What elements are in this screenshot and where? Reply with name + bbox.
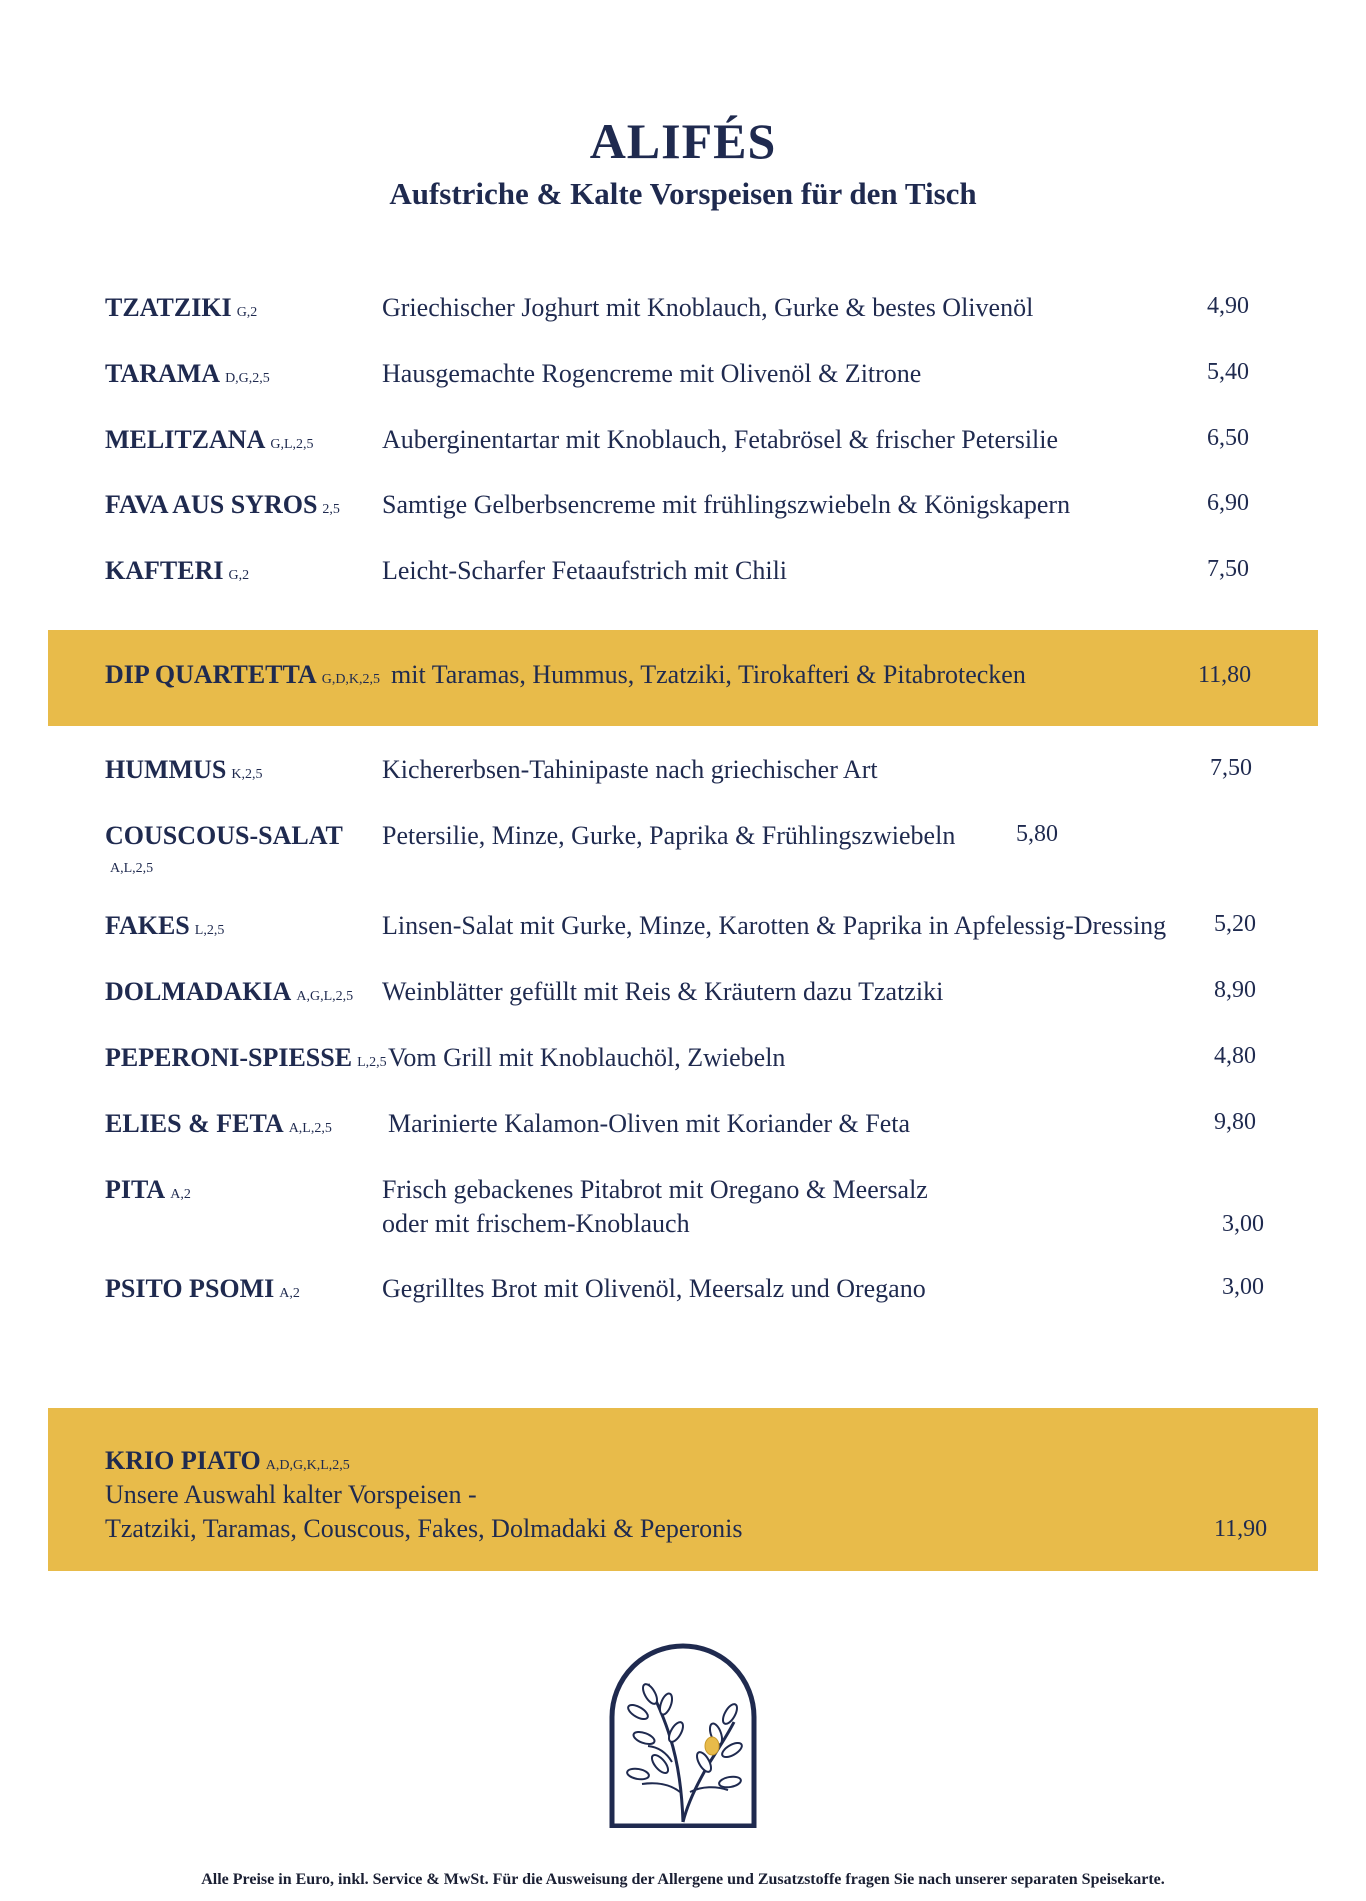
krio-name: KRIO PIATO A,D,G,K,L,2,5 [105, 1446, 350, 1475]
item-price: 4,90 [1207, 293, 1249, 319]
item-price: 5,80 [1016, 821, 1058, 847]
krio-allergens: A,D,G,K,L,2,5 [265, 1458, 350, 1473]
item-allergens: A,G,L,2,5 [296, 989, 354, 1004]
quartetta-allergens: G,D,K,2,5 [321, 672, 381, 687]
krio-description-line1: Unsere Auswahl kalter Vorspeisen - [105, 1480, 477, 1509]
page-subtitle: Aufstriche & Kalte Vorspeisen für den Tisch [389, 176, 977, 211]
item-price: 3,00 [1222, 1211, 1264, 1237]
item-allergens: L,2,5 [194, 923, 225, 938]
krio-description-line2: Tzatziki, Taramas, Couscous, Fakes, Dolmadaki & Peperonis [105, 1514, 743, 1543]
item-description: Petersilie, Minze, Gurke, Paprika & Frühlingszwiebeln [382, 821, 956, 850]
item-name: TZATZIKI G,2 [105, 293, 258, 322]
item-price: 6,50 [1207, 425, 1249, 451]
item-allergens: A,L,2,5 [288, 1121, 332, 1136]
item-allergens: A,L,2,5 [110, 861, 154, 876]
item-name: KAFTERI G,2 [105, 556, 250, 585]
menu-item [0, 1043, 1366, 1083]
item-allergens: G,2 [236, 305, 258, 320]
item-allergens: G,2 [228, 568, 250, 583]
menu-item [0, 977, 1366, 1017]
item-description: Auberginentartar mit Knoblauch, Fetabrösel & frischer Petersilie [382, 425, 1059, 454]
item-allergens: 2,5 [322, 502, 340, 517]
menu-item [0, 556, 1366, 596]
menu-item [0, 755, 1366, 795]
item-description: Linsen-Salat mit Gurke, Minze, Karotten & Paprika in Apfelessig-Dressing [382, 911, 1167, 940]
page-title: ALIFÉS [589, 113, 777, 169]
item-description: Griechischer Joghurt mit Knoblauch, Gurke & bestes Olivenöl [382, 293, 1034, 322]
item-name: DOLMADAKIA A,G,L,2,5 [105, 977, 354, 1006]
item-description: Leicht-Scharfer Fetaaufstrich mit Chili [382, 556, 788, 585]
menu-item [0, 425, 1366, 465]
item-description: Marinierte Kalamon-Oliven mit Koriander & Feta [388, 1109, 911, 1138]
item-description-line2: oder mit frischem-Knoblauch [382, 1209, 690, 1238]
quartetta-description: mit Taramas, Hummus, Tzatziki, Tirokafteri & Pitabrotecken [391, 660, 1026, 689]
item-price: 9,80 [1214, 1109, 1256, 1135]
item-allergens: L,2,5 [357, 1055, 387, 1070]
item-name: TARAMA D,G,2,5 [105, 359, 270, 388]
menu-item [0, 821, 1366, 876]
item-name: PSITO PSOMI A,2 [105, 1274, 300, 1303]
item-allergens: A,2 [170, 1187, 191, 1202]
item-description: Weinblätter gefüllt mit Reis & Kräutern dazu Tzatziki [382, 977, 944, 1006]
menu-item [0, 490, 1366, 530]
menu-item [0, 1274, 1366, 1314]
item-name: PEPERONI-SPIESSE L,2,5 [105, 1043, 387, 1072]
item-name: COUSCOUS-SALAT [105, 821, 343, 850]
item-allergens: A,2 [279, 1286, 300, 1301]
item-description: Hausgemachte Rogencreme mit Olivenöl & Zitrone [382, 359, 922, 388]
item-price: 4,80 [1214, 1043, 1256, 1069]
item-name: PITA A,2 [105, 1175, 191, 1204]
footnote: Alle Preise in Euro, inkl. Service & MwSt. Für die Ausweisung der Allergene und Zusatzstoffe fragen Sie nach unserer separaten Speisekarte. [201, 1871, 1165, 1888]
item-description: Frisch gebackenes Pitabrot mit Oregano & Meersalz [382, 1175, 928, 1204]
item-description: Gegrilltes Brot mit Olivenöl, Meersalz und Oregano [382, 1274, 926, 1303]
menu-item [0, 1109, 1366, 1149]
item-price: 8,90 [1214, 977, 1256, 1003]
item-name: FAKES L,2,5 [105, 911, 225, 940]
item-price: 7,50 [1207, 556, 1249, 582]
olive-branch-arch-icon [608, 1642, 758, 1828]
item-description: Samtige Gelberbsencreme mit frühlingszwiebeln & Königskapern [382, 490, 1071, 519]
menu-item [0, 911, 1366, 951]
krio-price: 11,90 [1214, 1516, 1268, 1542]
item-description: Vom Grill mit Knoblauchöl, Zwiebeln [388, 1043, 786, 1072]
item-price: 3,00 [1222, 1274, 1264, 1300]
quartetta-band [48, 630, 1318, 726]
item-allergens: D,G,2,5 [225, 371, 270, 386]
item-price: 5,20 [1214, 911, 1256, 937]
item-name: ELIES & FETA A,L,2,5 [105, 1109, 332, 1138]
item-name: HUMMUS K,2,5 [105, 755, 263, 784]
item-price: 6,90 [1207, 490, 1249, 516]
item-price: 7,50 [1210, 755, 1252, 781]
item-price: 5,40 [1207, 359, 1249, 385]
menu-item [0, 293, 1366, 333]
krio-piato-band [48, 1408, 1318, 1571]
item-name: FAVA AUS SYROS 2,5 [105, 490, 340, 519]
quartetta-price: 11,80 [1198, 662, 1252, 688]
menu-item [0, 359, 1366, 399]
item-name: MELITZANA G,L,2,5 [105, 425, 314, 454]
menu-item [0, 1175, 1366, 1250]
item-allergens: G,L,2,5 [270, 437, 314, 452]
item-allergens: K,2,5 [231, 767, 263, 782]
quartetta-name: DIP QUARTETTA G,D,K,2,5 [105, 660, 381, 689]
item-description: Kichererbsen-Tahinipaste nach griechischer Art [382, 755, 878, 784]
